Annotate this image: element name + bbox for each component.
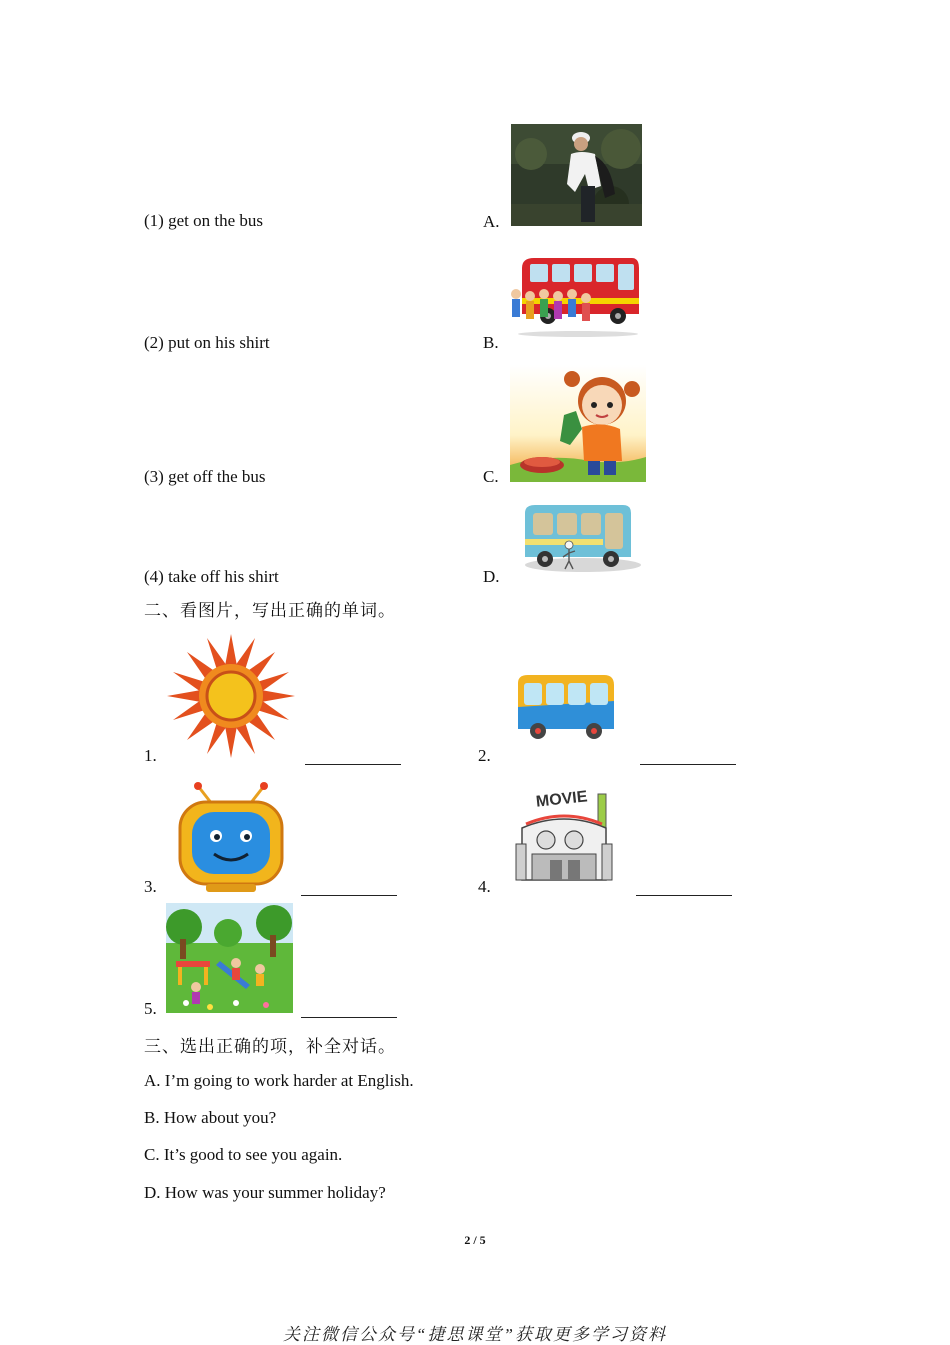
footer-note: 关注微信公众号“捷思课堂”获取更多学习资料 — [283, 1325, 667, 1344]
letter-c: C. — [483, 467, 499, 486]
item-2-number: 2. — [478, 746, 491, 765]
letter-a: A. — [483, 212, 500, 231]
tv-picture — [176, 782, 286, 894]
sun-picture — [166, 632, 296, 760]
item-1-number: 1. — [144, 746, 157, 765]
answer-blank-5[interactable] — [301, 1017, 397, 1018]
man-shirt-photo — [511, 124, 642, 226]
answer-blank-3[interactable] — [301, 895, 397, 896]
blue-bus-picture — [519, 499, 642, 575]
school-bus-picture — [514, 671, 618, 743]
option-b: B. How about you? — [144, 1108, 277, 1127]
answer-blank-2[interactable] — [640, 764, 736, 765]
answer-blank-4[interactable] — [636, 895, 732, 896]
answer-blank-1[interactable] — [305, 764, 401, 765]
cinema-picture — [512, 784, 616, 884]
movie-sign-text: MOVIE — [535, 788, 589, 811]
item-5-number: 5. — [144, 999, 157, 1018]
phrase-3: (3) get off the bus — [144, 467, 266, 486]
kids-red-bus-picture — [508, 254, 640, 338]
park-picture — [166, 903, 293, 1013]
option-c: C. It’s good to see you again. — [144, 1145, 343, 1164]
item-4-number: 4. — [478, 877, 491, 896]
letter-b: B. — [483, 333, 499, 352]
option-a: A. I’m going to work harder at English. — [144, 1071, 414, 1090]
option-d: D. How was your summer holiday? — [144, 1183, 386, 1202]
section3-heading: 三、选出正确的项，补全对话。 — [144, 1037, 396, 1056]
item-3-number: 3. — [144, 877, 157, 896]
phrase-1: (1) get on the bus — [144, 211, 263, 230]
phrase-4: (4) take off his shirt — [144, 567, 279, 586]
letter-d: D. — [483, 567, 500, 586]
girl-shirt-picture — [510, 365, 646, 482]
phrase-2: (2) put on his shirt — [144, 333, 270, 352]
page-number: 2 / 5 — [464, 1233, 486, 1247]
section2-heading: 二、看图片，写出正确的单词。 — [144, 601, 396, 620]
